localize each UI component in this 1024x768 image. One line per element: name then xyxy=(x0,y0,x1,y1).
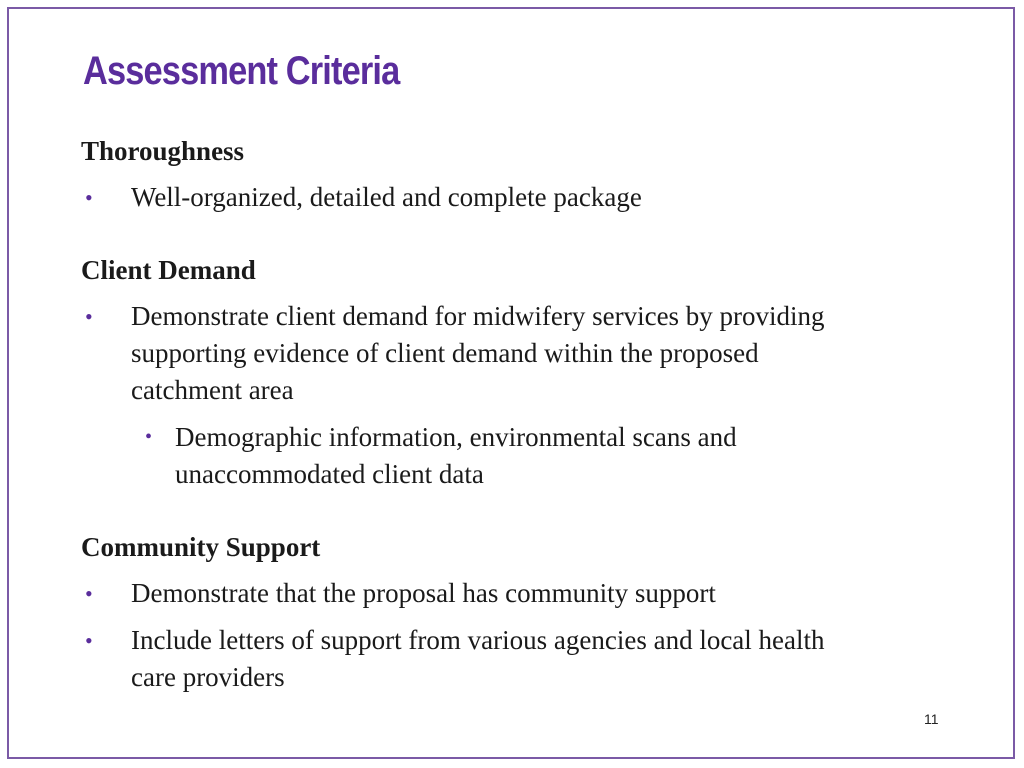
bullet-item xyxy=(81,298,961,409)
page-number: 11 xyxy=(924,711,939,727)
bullet-icon: • xyxy=(85,581,93,606)
bullet-text: Demonstrate client demand for midwifery services by providing supporting evidence of client demand within the proposed catchment area xyxy=(131,301,825,405)
bullet-icon: • xyxy=(85,628,93,653)
bullet-icon: • xyxy=(85,185,93,210)
slide xyxy=(7,7,1015,759)
sub-bullet-item xyxy=(81,419,961,493)
bullet-item xyxy=(81,622,961,696)
slide-content xyxy=(81,133,961,696)
sub-bullet-icon: • xyxy=(145,426,153,448)
section-heading-thoroughness: Thoroughness xyxy=(81,136,245,166)
bullet-text: Demonstrate that the proposal has community support xyxy=(131,578,716,608)
section-heading-client-demand: Client Demand xyxy=(81,255,256,285)
bullet-icon: • xyxy=(85,304,93,329)
bullet-item xyxy=(81,575,961,612)
sub-bullet-text: Demographic information, environmental scans and unaccommodated client data xyxy=(175,422,737,489)
bullet-item xyxy=(81,179,961,216)
bullet-text: Include letters of support from various agencies and local health care providers xyxy=(131,625,825,692)
slide-title: Assessment Criteria xyxy=(83,49,400,93)
bullet-text: Well-organized, detailed and complete package xyxy=(131,182,642,212)
section-heading-community-support: Community Support xyxy=(81,532,321,562)
